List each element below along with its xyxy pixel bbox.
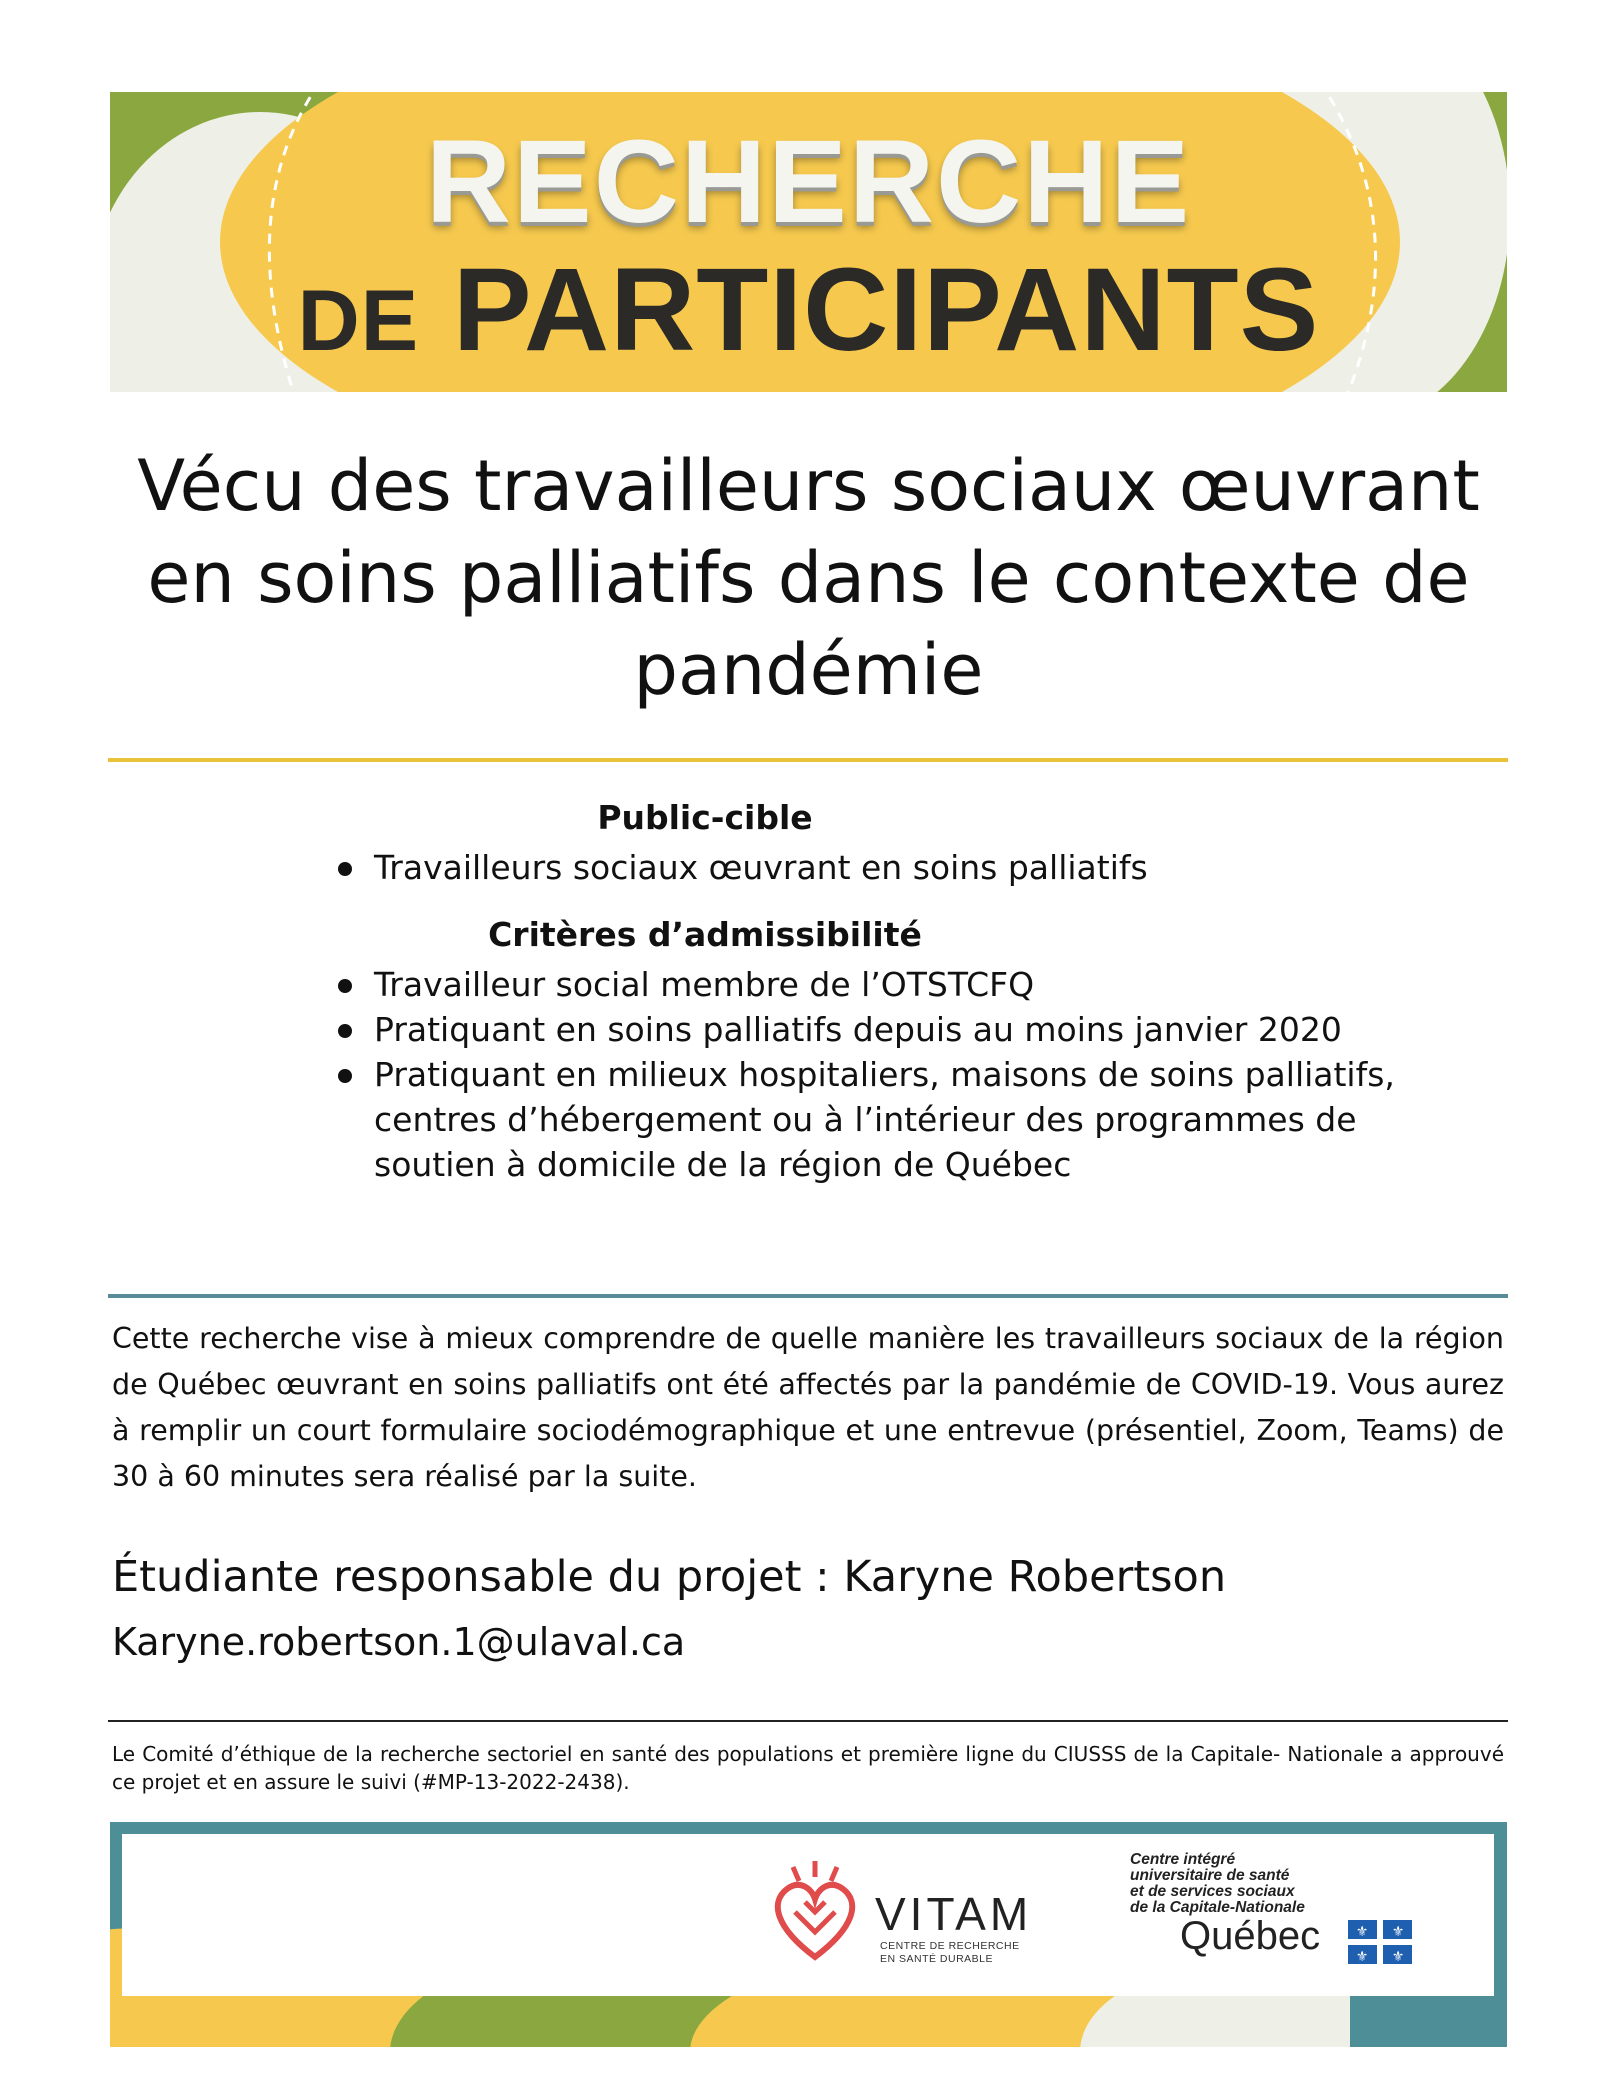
teal-divider [108, 1294, 1508, 1298]
ethics-notice: Le Comité d’éthique de la recherche sectoriel en santé des populations et première ligne du CIUSSS de la Capitale- Nationale a approuvé ce projet et en assure le suivi (#MP-13-2022-2438). [112, 1742, 1504, 1794]
gold-divider [108, 758, 1508, 762]
criteria-heading: Critères d’admissibilité [488, 915, 922, 954]
page-title-line3: pandémie [633, 629, 984, 711]
svg-text:⚜: ⚜ [1355, 1949, 1369, 1964]
page-title-line1: Vécu des travailleurs sociaux œuvrant [137, 445, 1480, 527]
page-title-line2: en soins palliatifs dans le contexte de [147, 537, 1470, 619]
bullet-icon [338, 1069, 352, 1083]
bullet-icon [338, 979, 352, 993]
study-description: Cette recherche vise à mieux comprendre de quelle manière les travailleurs sociaux de la région de Québec œuvrant en soins palliatifs ont été affectés par la pandémie de COVID-19. Vous aurez à remplir un court formulaire sociodémographique et une entrevue (présentiel, Zoom, Teams) de 30 à 60 minutes sera réalisé par la suite. [112, 1322, 1504, 1493]
vitam-logo-icon [765, 1857, 865, 1967]
svg-text:⚜: ⚜ [1391, 1949, 1405, 1964]
vitam-subtitle-line2: EN SANTÉ DURABLE [880, 1953, 994, 1965]
banner-title-line1: RECHERCHE [425, 116, 1192, 248]
ciusss-line4: de la Capitale-Nationale [1130, 1899, 1305, 1916]
banner-title-participants: PARTICIPANTS [452, 244, 1320, 376]
bullet-icon [338, 1024, 352, 1038]
list-item [330, 962, 1480, 1007]
criteria-item-text: Pratiquant en soins palliatifs depuis au moins janvier 2020 [374, 1010, 1342, 1049]
target-item-text: Travailleurs sociaux œuvrant en soins palliatifs [374, 848, 1148, 887]
list-item [330, 845, 1480, 890]
ciusss-line1: Centre intégré [1130, 1851, 1236, 1868]
svg-text:⚜: ⚜ [1391, 1924, 1405, 1940]
ciusss-name [1130, 1852, 1305, 1916]
criteria-item-text: Pratiquant en milieux hospitaliers, maisons de soins palliatifs, centres d’hébergement ou à l’intérieur des programmes de soutien à domicile de la région de Québec [374, 1055, 1395, 1184]
ciusss-line2: universitaire de santé [1130, 1867, 1290, 1884]
black-divider [108, 1720, 1508, 1722]
list-item [330, 1007, 1480, 1052]
footer-banner [110, 1822, 1507, 2047]
quebec-flag-icon [1348, 1920, 1412, 1964]
page-title [110, 440, 1507, 716]
contact-name: Étudiante responsable du projet : Karyne Robertson [112, 1552, 1227, 1602]
banner-title-de: DE [297, 273, 420, 369]
header-banner [110, 92, 1507, 392]
criteria-section [330, 795, 1480, 1209]
list-item [330, 1052, 1434, 1187]
ciusss-line3: et de services sociaux [1130, 1883, 1295, 1900]
banner-title-line2 [110, 242, 1507, 378]
svg-text:⚜: ⚜ [1355, 1924, 1369, 1940]
target-heading: Public-cible [597, 798, 813, 837]
vitam-name: VITAM [875, 1888, 1033, 1940]
quebec-wordmark: Québec [1180, 1914, 1321, 1958]
bullet-icon [338, 862, 352, 876]
target-list [330, 845, 1480, 890]
contact-email[interactable]: Karyne.robertson.1@ulaval.ca [112, 1620, 686, 1664]
vitam-subtitle-line1: CENTRE DE RECHERCHE [880, 1940, 1020, 1952]
criteria-list [330, 962, 1480, 1187]
criteria-item-text: Travailleur social membre de l’OTSTCFQ [374, 965, 1035, 1004]
vitam-subtitle [880, 1940, 1020, 1966]
